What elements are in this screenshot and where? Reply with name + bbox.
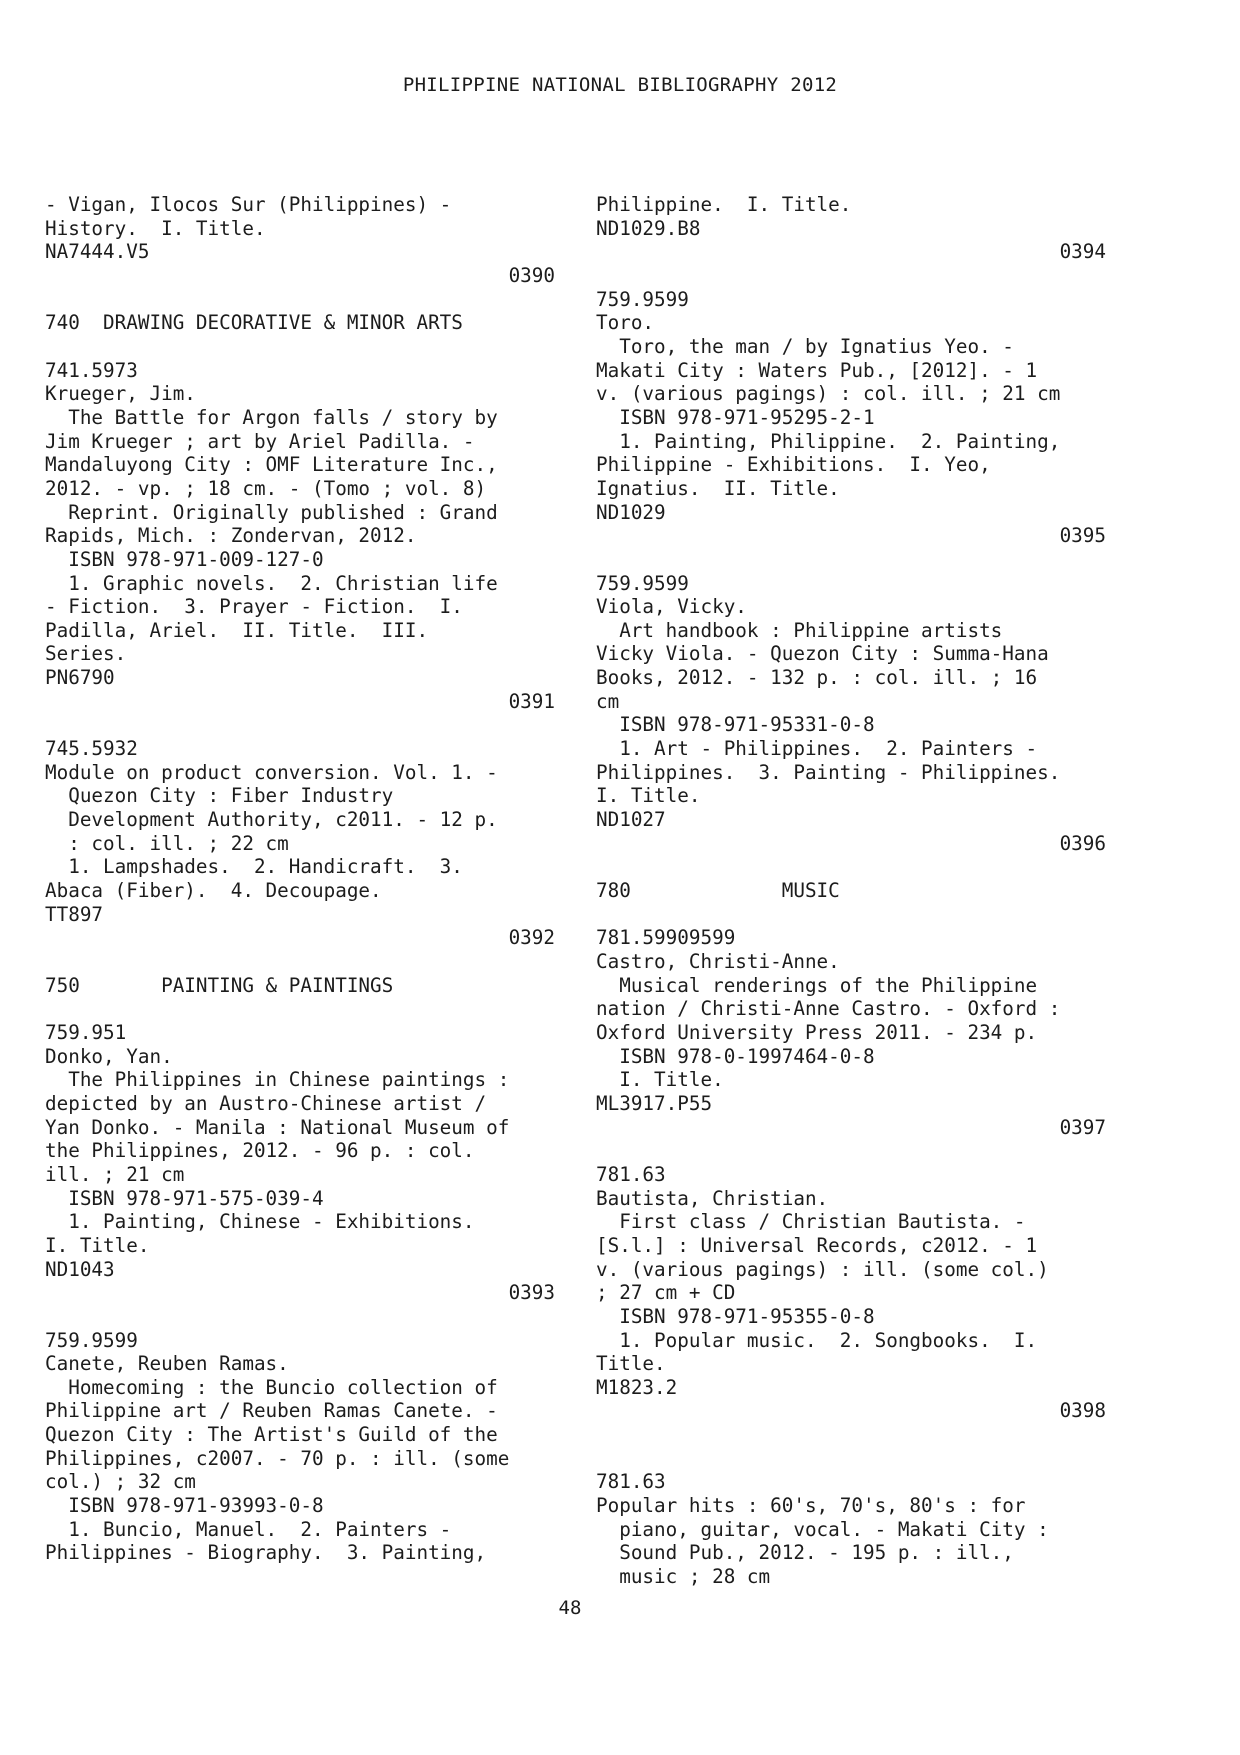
bibliography-line <box>596 1423 1106 1447</box>
bibliography-line: Yan Donko. - Manila : National Museum of <box>45 1115 510 1139</box>
bibliography-line: PN6790 <box>45 666 115 690</box>
bibliography-line <box>596 264 1106 288</box>
bibliography-line: I. Title. <box>596 1068 724 1092</box>
bibliography-line: The Philippines in Chinese paintings : <box>45 1068 510 1092</box>
bibliography-line: col.) ; 32 cm <box>45 1470 196 1494</box>
bibliography-line: Abaca (Fiber). 4. Decoupage. <box>45 879 382 903</box>
entry-number: 0394 <box>1059 240 1106 264</box>
bibliography-line: Philippine art / Reuben Ramas Canete. - <box>45 1399 498 1423</box>
bibliography-line: v. (various pagings) : col. ill. ; 21 cm <box>596 382 1061 406</box>
bibliography-line: Sound Pub., 2012. - 195 p. : ill., <box>596 1541 1014 1565</box>
bibliography-line: 781.63 <box>596 1162 666 1186</box>
bibliography-line <box>45 288 555 312</box>
bibliography-line: Homecoming : the Buncio collection of <box>45 1375 498 1399</box>
bibliography-line: Jim Krueger ; art by Ariel Padilla. - <box>45 429 475 453</box>
bibliography-line: ND1043 <box>45 1257 115 1281</box>
bibliography-line: [S.l.] : Universal Records, c2012. - 1 <box>596 1233 1038 1257</box>
bibliography-line: 1. Painting, Philippine. 2. Painting, <box>596 429 1061 453</box>
bibliography-line: 780 MUSIC <box>596 879 840 903</box>
bibliography-line <box>45 335 555 359</box>
bibliography-line: Rapids, Mich. : Zondervan, 2012. <box>45 524 417 548</box>
bibliography-line: Art handbook : Philippine artists <box>596 618 1003 642</box>
bibliography-line: 750 PAINTING & PAINTINGS <box>45 973 394 997</box>
bibliography-line: Books, 2012. - 132 p. : col. ill. ; 16 <box>596 666 1038 690</box>
bibliography-line: ISBN 978-971-95355-0-8 <box>596 1304 875 1328</box>
bibliography-line: Castro, Christi-Anne. <box>596 950 840 973</box>
bibliography-line <box>45 713 555 737</box>
bibliography-line: Quezon City : The Artist's Guild of the <box>45 1423 498 1447</box>
right-column <box>596 193 1106 1589</box>
bibliography-line <box>596 903 1106 927</box>
bibliography-line: First class / Christian Bautista. - <box>596 1210 1026 1234</box>
bibliography-line: ISBN 978-0-1997464-0-8 <box>596 1044 875 1068</box>
bibliography-line: ISBN 978-971-009-127-0 <box>45 547 324 571</box>
bibliography-line: Ignatius. II. Title. <box>596 476 840 500</box>
bibliography-line <box>45 950 555 974</box>
left-column <box>45 193 555 1565</box>
bibliography-line: Philippine. I. Title. <box>596 193 852 216</box>
entry-number: 0390 <box>508 263 555 287</box>
bibliography-line: v. (various pagings) : ill. (some col.) <box>596 1257 1049 1281</box>
entry-number: 0395 <box>1059 524 1106 548</box>
bibliography-line <box>596 1139 1106 1163</box>
bibliography-line: I. Title. <box>45 1233 150 1257</box>
bibliography-line: 759.951 <box>45 1020 127 1044</box>
bibliography-line: Popular hits : 60's, 70's, 80's : for <box>596 1494 1026 1518</box>
bibliography-line: Title. <box>596 1352 666 1376</box>
bibliography-line: TT897 <box>45 902 104 926</box>
bibliography-line: nation / Christi-Anne Castro. - Oxford : <box>596 997 1061 1021</box>
bibliography-line: Toro. <box>596 311 655 335</box>
bibliography-line: Philippines - Biography. 3. Painting, <box>45 1541 487 1565</box>
bibliography-line: 759.9599 <box>596 571 689 595</box>
bibliography-line: piano, guitar, vocal. - Makati City : <box>596 1517 1049 1541</box>
bibliography-line: cm <box>596 689 620 713</box>
bibliography-line: Toro, the man / by Ignatius Yeo. - <box>596 334 1014 358</box>
page-title: PHILIPPINE NATIONAL BIBLIOGRAPHY 2012 <box>402 74 838 96</box>
bibliography-line: music ; 28 cm <box>596 1565 771 1589</box>
bibliography-line: Philippines. 3. Painting - Philippines. <box>596 760 1061 784</box>
bibliography-line: - Fiction. 3. Prayer - Fiction. I. <box>45 595 463 619</box>
bibliography-line <box>596 1447 1106 1471</box>
bibliography-line: Mandaluyong City : OMF Literature Inc., <box>45 453 498 477</box>
bibliography-line: Module on product conversion. Vol. 1. - <box>45 760 498 784</box>
bibliography-line: the Philippines, 2012. - 96 p. : col. <box>45 1139 475 1163</box>
entry-number: 0396 <box>1059 831 1106 855</box>
entry-number: 0392 <box>508 926 555 950</box>
bibliography-line: ML3917.P55 <box>596 1091 713 1115</box>
entry-number: 0398 <box>1059 1399 1106 1423</box>
bibliography-line: Quezon City : Fiber Industry <box>45 784 394 808</box>
bibliography-line: ND1029 <box>596 500 666 524</box>
bibliography-line: Philippines, c2007. - 70 p. : ill. (some <box>45 1446 510 1470</box>
bibliography-line <box>596 548 1106 572</box>
bibliography-line: Series. <box>45 642 127 666</box>
bibliography-line: History. I. Title. <box>45 216 266 240</box>
bibliography-line: 781.59909599 <box>596 926 736 950</box>
bibliography-line <box>596 855 1106 879</box>
bibliography-line: ISBN 978-971-95295-2-1 <box>596 405 875 429</box>
bibliography-line: Canete, Reuben Ramas. <box>45 1352 289 1376</box>
bibliography-line: Reprint. Originally published : Grand <box>45 500 498 524</box>
bibliography-line: ND1027 <box>596 808 666 832</box>
bibliography-line: ISBN 978-971-93993-0-8 <box>45 1494 324 1518</box>
bibliography-line: 2012. - vp. ; 18 cm. - (Tomo ; vol. 8) <box>45 476 487 500</box>
bibliography-line: 1. Graphic novels. 2. Christian life <box>45 571 498 595</box>
entry-number: 0397 <box>1059 1115 1106 1139</box>
bibliography-line: - Vigan, Ilocos Sur (Philippines) - <box>45 193 452 216</box>
bibliography-line: Musical renderings of the Philippine <box>596 973 1038 997</box>
bibliography-line: 1. Buncio, Manuel. 2. Painters - <box>45 1517 452 1541</box>
entry-number: 0393 <box>508 1281 555 1305</box>
bibliography-line: NA7444.V5 <box>45 240 150 264</box>
bibliography-line: ISBN 978-971-575-039-4 <box>45 1186 324 1210</box>
bibliography-line: Philippine - Exhibitions. I. Yeo, <box>596 453 991 477</box>
bibliography-line: 1. Popular music. 2. Songbooks. I. <box>596 1328 1038 1352</box>
bibliography-line: : col. ill. ; 22 cm <box>45 831 289 855</box>
bibliography-line: ND1029.B8 <box>596 216 701 240</box>
bibliography-line: Bautista, Christian. <box>596 1186 829 1210</box>
bibliography-line: I. Title. <box>596 784 701 808</box>
bibliography-line: Donko, Yan. <box>45 1044 173 1068</box>
bibliography-line: M1823.2 <box>596 1375 678 1399</box>
bibliography-line: ISBN 978-971-95331-0-8 <box>596 713 875 737</box>
bibliography-line: The Battle for Argon falls / story by <box>45 405 498 429</box>
entry-number: 0391 <box>508 689 555 713</box>
bibliography-line: Viola, Vicky. <box>596 595 747 619</box>
bibliography-line: Padilla, Ariel. II. Title. III. <box>45 618 429 642</box>
bibliography-line: 740 DRAWING DECORATIVE & MINOR ARTS <box>45 311 463 335</box>
bibliography-line: Development Authority, c2011. - 12 p. <box>45 808 498 832</box>
page-header <box>0 73 1240 97</box>
bibliography-line: Makati City : Waters Pub., [2012]. - 1 <box>596 358 1038 382</box>
bibliography-line <box>45 1305 555 1329</box>
bibliography-line: Krueger, Jim. <box>45 382 196 406</box>
bibliography-line <box>45 997 555 1021</box>
page-number: 48 <box>558 1597 582 1619</box>
bibliography-line: depicted by an Austro-Chinese artist / <box>45 1091 487 1115</box>
bibliography-line: 1. Art - Philippines. 2. Painters - <box>596 737 1038 761</box>
bibliography-line: 1. Painting, Chinese - Exhibitions. <box>45 1210 475 1234</box>
bibliography-line: 759.9599 <box>45 1328 138 1352</box>
bibliography-line: 759.9599 <box>596 287 689 311</box>
bibliography-line: 781.63 <box>596 1470 666 1494</box>
bibliography-line: 1. Lampshades. 2. Handicraft. 3. <box>45 855 463 879</box>
bibliography-line: ill. ; 21 cm <box>45 1162 185 1186</box>
bibliography-line: 745.5932 <box>45 737 138 761</box>
bibliography-line: 741.5973 <box>45 358 138 382</box>
bibliography-line: Oxford University Press 2011. - 234 p. <box>596 1020 1038 1044</box>
bibliography-line: ; 27 cm + CD <box>596 1281 736 1305</box>
bibliography-line: Vicky Viola. - Quezon City : Summa-Hana <box>596 642 1049 666</box>
